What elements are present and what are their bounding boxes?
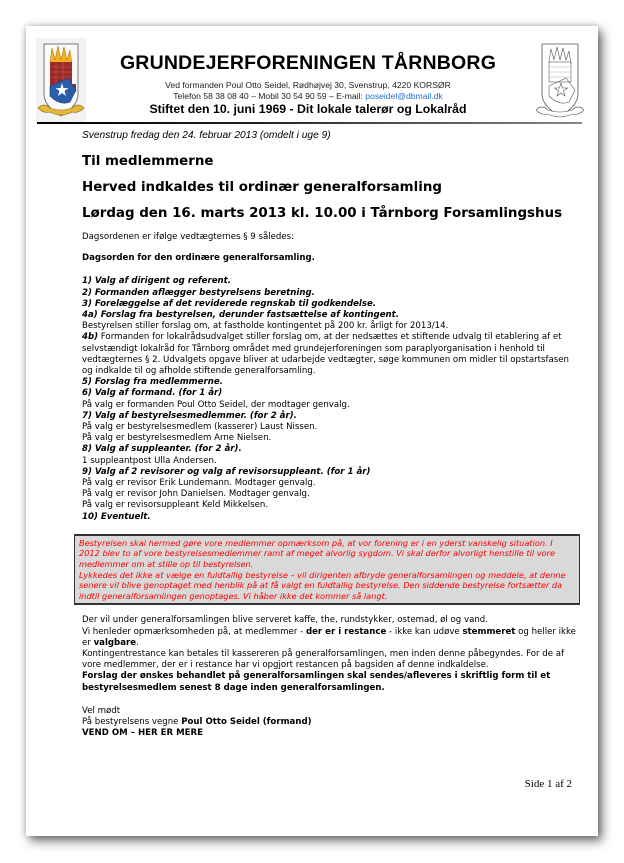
agenda-item: 5) Forslag fra medlemmerne. (82, 377, 223, 388)
greeting: Vel mødt (82, 705, 121, 716)
signer-name: Poul Otto Seidel (formand) (181, 717, 312, 728)
agenda-note: På valg er revisor Erik Lundemann. Modtager genvalg. (82, 478, 316, 489)
refreshments-text: Der vil under generalforsamlingen blive serveret kaffe, the, rundstykker, ostemad, øl og vand. (82, 615, 488, 626)
signoff (82, 717, 582, 728)
contact-phone-text: Telefon 58 38 08 40 – Mobil 30 54 90 59 – E-mail: (173, 91, 366, 101)
agenda-note: Bestyrelsen stiller forslag om, at fastholde kontingentet på 200 kr. årligt for 2013/14. (82, 321, 449, 332)
payment-text: Kontingentrestance kan betales til kassereren på generalforsamlingen, men inden denne påbegyndes. For de af vore medlemmer, der er i restance har vi opgjort restancen på bagsiden af denne indkaldelse. (82, 649, 565, 671)
agenda-intro: Dagsordenen er ifølge vedtægternes § 9 således: (82, 232, 295, 242)
organization-address: Ved formanden Poul Otto Seidel, Rødhøjvej 30, Svenstrup, 4220 KORSØR (165, 80, 451, 90)
agenda-item: 3) Forelæggelse af det reviderede regnskab til godkendelse. (82, 298, 377, 309)
letter-body (79, 130, 582, 739)
agenda-note-4b (82, 332, 582, 377)
agenda-note: På valg er revisor John Danielsen. Modtager genvalg. (82, 489, 310, 500)
agenda-item: 2) Formanden aflægger bestyrelsens beretning. (82, 287, 315, 298)
agenda-item: 9) Valg af 2 revisorer og valg af revisorsuppleant. (for 1 år) (82, 466, 371, 477)
warning-notice-box (74, 534, 580, 606)
agenda-note: På valg er bestyrelsesmedlem (kasserer) Laust Nissen. (82, 422, 318, 433)
left-coat-of-arms-logo (36, 38, 86, 124)
agenda-note: På valg er formanden Poul Otto Seidel, der modtager genvalg. (82, 399, 350, 410)
header-divider (37, 122, 582, 124)
restance-text (82, 627, 582, 649)
agenda-note-label: 4b) (82, 332, 99, 343)
turn-over-text: VEND OM – HER ER MERE (82, 728, 204, 739)
organization-title: GRUNDEJERFORENINGEN TÅRNBORG (119, 52, 497, 74)
proposals-text: Forslag der ønskes behandlet på generalforsamlingen skal sendes/afleveres i skriftlig form til et bestyrelsesmedlem senest 8 dage inden generalforsamlingen. (82, 671, 551, 693)
coat-of-arms-outline-icon (534, 40, 586, 126)
organization-tagline: Stiftet den 10. juni 1969 - Dit lokale talerør og Lokalråd (149, 102, 467, 116)
dateline: Svenstrup fredag den 24. februar 2013 (omdelt i uge 9) (82, 130, 331, 141)
restance-emphasis: valgbare (93, 637, 137, 648)
restance-part: og heller ikke er (82, 626, 576, 648)
restance-part: . (136, 637, 139, 648)
restance-emphasis: stemmeret (462, 626, 516, 637)
signoff-prefix: På bestyrelsens vegne (82, 717, 182, 728)
agenda-list (82, 276, 582, 522)
heading-recipients: Til medlemmerne (82, 154, 214, 169)
restance-part: - ikke kan udøve (386, 626, 463, 637)
right-coat-of-arms-logo (534, 40, 586, 126)
heading-invitation: Herved indkaldes til ordinær generalforsamling (82, 180, 442, 195)
email-link[interactable]: poseidel@dbmail.dk (365, 91, 443, 101)
page-number: Side 1 af 2 (524, 778, 572, 790)
closing (82, 706, 582, 740)
agenda-item: 10) Eventuelt. (82, 511, 151, 522)
agenda-note: På valg er revisorsuppleant Keld Mikkelsen. (82, 500, 269, 511)
notice-paragraph: Bestyrelsen skal hermed gøre vore medlemmer opmærksom på, at vor forening er i en yderst vanskelig situation. I 2012 blev to af vore bestyrelsesmedlemmer ramt af meget alvorlig sygdom. Vi skal derfor alvorligt henstille til vore medlemmer om at stille op til bestyrelsen. (79, 537, 556, 570)
document-page (26, 26, 598, 836)
agenda-item: 1) Valg af dirigent og referent. (82, 276, 232, 287)
agenda-item: 4a) Forslag fra bestyrelsen, derunder fastsættelse af kontingent. (82, 310, 400, 321)
agenda-note-text: Formanden for lokalrådsudvalget stiller forslag om, at der nedsættes et stiftende udvalg til etablering af et selvstændigt lokalråd for Tårnborg området med grundejerforeningen som paraplyorganisation i henhold til vedtægternes § 2. Udvalgets opgave bliver at udarbejde vedtægter, søge kommunen om midler til opstartsfasen og indkalde til og afholde stiftende generalforsamling. (82, 332, 569, 377)
restance-emphasis: der er i restance (305, 626, 387, 637)
agenda-item: 7) Valg af bestyrelsesmedlemmer. (for 2 år). (82, 410, 297, 421)
meeting-info (82, 615, 582, 693)
turn-over-note (82, 728, 582, 739)
agenda-item: 6) Valg af formand. (for 1 år) (82, 388, 223, 399)
proposals-deadline (82, 671, 582, 693)
organization-contact (98, 91, 518, 101)
agenda-note: På valg er bestyrelsesmedlem Arne Nielsen. (82, 433, 272, 444)
agenda-item: 8) Valg af suppleanter. (for 2 år). (82, 444, 242, 455)
notice-paragraph: Lykkedes det ikke at vælge en fuldtallig bestyrelse – vil dirigenten afbryde generalforsamlingen og meddele, at denne senere vil blive genoptaget med henblik på at få valgt en fuldtallig bestyrelse. Den siddende bestyrelse fortsætter da indtil generalforsamlingen genoptages. Vi håber ikke det kommer så langt. (79, 569, 566, 601)
coat-of-arms-icon (36, 38, 86, 124)
heading-date-venue: Lørdag den 16. marts 2013 kl. 10.00 i Tårnborg Forsamlingshus (82, 206, 563, 221)
agenda-note: 1 suppleantpost Ulla Andersen. (82, 455, 217, 466)
agenda-title: Dagsorden for den ordinære generalforsamling. (82, 253, 315, 264)
restance-part: Vi henleder opmærksomheden på, at medlemmer - (82, 626, 306, 637)
